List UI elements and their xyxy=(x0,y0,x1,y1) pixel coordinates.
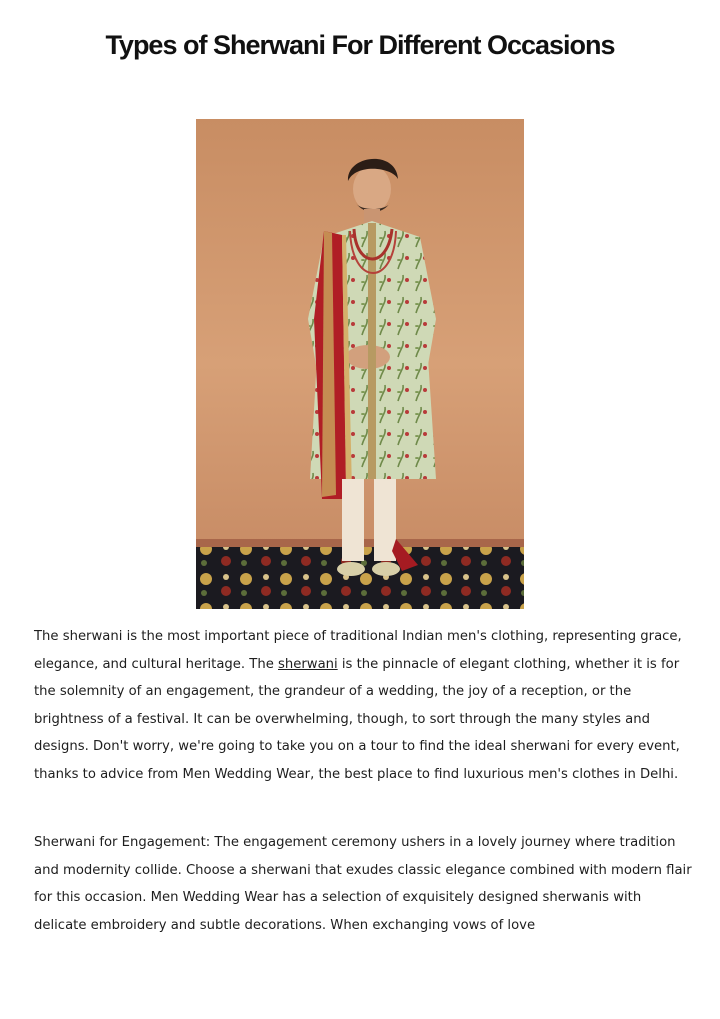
intro-text-after-link: is the pinnacle of elegant clothing, whether it is for the solemnity of an engagement, the grandeur of a wedding, the joy of a reception, or the brightness of a festival. It can be overwhelming, though, to sort through the many styles and designs. Don't worry, we're going to take you on a tour to find the ideal sherwani for every event, thanks to advice from Men Wedding Wear, the best place to find luxurious men's clothes in Delhi. xyxy=(34,656,680,782)
intro-paragraph xyxy=(34,623,694,789)
engagement-paragraph xyxy=(34,829,694,939)
page-title: Types of Sherwani For Different Occasions xyxy=(105,30,615,60)
engagement-text: : The engagement ceremony ushers in a lovely journey where tradition and modernity collide. Choose a sherwani that exudes classic elegance combined with modern flair for this occasion. Men Wedding Wear has a selection of exquisitely designed sherwanis with delicate embroidery and subtle decorations. When exchanging vows of love xyxy=(34,835,692,933)
sherwani-link[interactable]: sherwani xyxy=(278,656,338,672)
sherwani-photo xyxy=(196,119,524,609)
intro-text-before-link: The sherwani is the most important piece of traditional Indian men's clothing, representing grace, elegance, and cultural heritage. The xyxy=(34,629,682,672)
engagement-heading: Sherwani for Engagement xyxy=(34,835,206,850)
